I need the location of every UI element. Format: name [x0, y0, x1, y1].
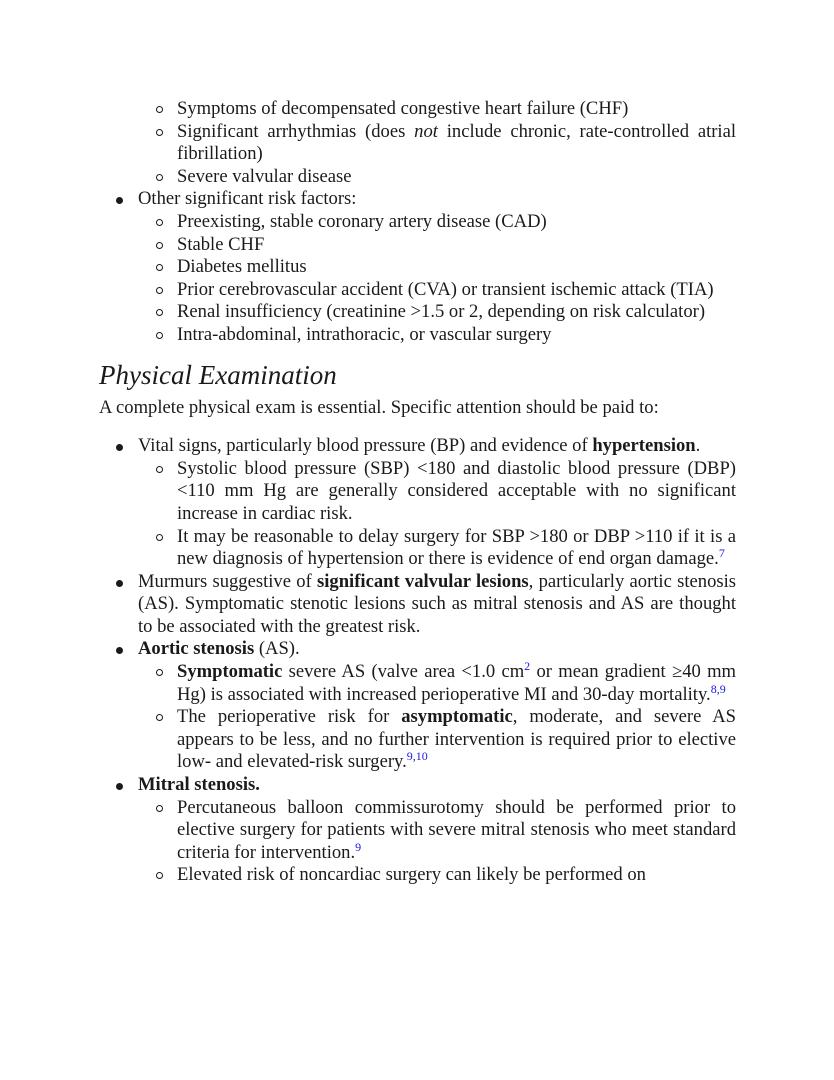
risk-factor-list	[99, 188, 736, 346]
list-item: Renal insufficiency (creatinine >1.5 or 2, depending on risk calculator)	[138, 301, 736, 324]
list-item: Vital signs, particularly blood pressure (BP) and evidence of hypertension. Systolic blood pressure (SBP) <180 and diastolic blood pressure (DBP) <110 mm Hg are generally considered acceptable with no significant increase in cardiac risk. It may be reasonable to delay surgery for SBP >180 or DBP >110 if it is a new diagnosis of hypertension or there is evidence of end organ damage.$^7$	[99, 435, 736, 571]
list-item: Systolic blood pressure (SBP) <180 and diastolic blood pressure (DBP) <110 mm Hg are generally considered acceptable with no significant increase in cardiac risk.	[138, 458, 736, 526]
exam-list	[99, 435, 736, 887]
section-heading: Physical Examination	[99, 359, 337, 390]
mitral-sublist	[138, 797, 736, 887]
list-item: Symptoms of decompensated congestive heart failure (CHF)	[138, 98, 736, 121]
list-item: Stable CHF	[138, 234, 736, 257]
document-page	[99, 98, 736, 887]
list-item: Diabetes mellitus	[138, 256, 736, 279]
list-item: Other significant risk factors: Preexisting, stable coronary artery disease (CAD) Stable CHF Diabetes mellitus Prior cerebrovascular accident (CVA) or transient ischemic attack (TIA) Renal insufficiency (creatinine >1.5 or 2, depending on risk calculator) Intra-abdominal, intrathoracic, or vascular surgery	[99, 188, 736, 346]
list-item: It may be reasonable to delay surgery for SBP >180 or DBP >110 if it is a new diagnosis of hypertension or there is evidence of end organ damage.$^7$	[138, 526, 736, 571]
citation-link[interactable]: 9,10	[406, 749, 428, 764]
superscript-link[interactable]: 2	[524, 659, 531, 674]
list-item: Symptomatic severe AS (valve area <1.0 $cm^2$ or mean gradient ≥40 mm Hg) is associated with increased perioperative MI and 30-day mortality.$^{8,9}$	[138, 661, 736, 706]
list-item: Intra-abdominal, intrathoracic, or vascular surgery	[138, 324, 736, 347]
list-item: Aortic stenosis (AS). Symptomatic severe AS (valve area <1.0 $cm^2$ or mean gradient ≥40 mm Hg) is associated with increased perioperative MI and 30-day mortality.$^{8,9}$ The perioperative risk for asymptomatic, moderate, and severe AS appears to be less, and no further intervention is required prior to elective low- and elevated-risk surgery.$^{9,10}$	[99, 638, 736, 774]
list-item: Preexisting, stable coronary artery disease (CAD)	[138, 211, 736, 234]
list-item: The perioperative risk for asymptomatic, moderate, and severe AS appears to be less, and no further intervention is required prior to elective low- and elevated-risk surgery.$^{9,10}$	[138, 706, 736, 774]
aortic-sublist	[138, 661, 736, 774]
major-risk-sublist	[138, 98, 736, 188]
list-item: Mitral stenosis. Percutaneous balloon commissurotomy should be performed prior to elective surgery for patients with severe mitral stenosis who meet standard criteria for intervention.$^9$ Elevated risk of noncardiac surgery can likely be performed on	[99, 774, 736, 887]
citation-link[interactable]: 8,9	[710, 681, 726, 696]
vitals-sublist	[138, 458, 736, 571]
list-item: Prior cerebrovascular accident (CVA) or transient ischemic attack (TIA)	[138, 279, 736, 302]
citation-link[interactable]: 9	[355, 839, 362, 854]
list-item: Significant arrhythmias (does not include chronic, rate-controlled atrial fibrillation)	[138, 121, 736, 166]
list-item: Murmurs suggestive of significant valvular lesions, particularly aortic stenosis (AS). Symptomatic stenotic lesions such as mitral stenosis and AS are thought to be associated with the greatest risk.	[99, 571, 736, 639]
citation-link[interactable]: 7	[718, 546, 725, 561]
list-item: Severe valvular disease	[138, 166, 736, 189]
list-item: Elevated risk of noncardiac surgery can likely be performed on	[138, 864, 736, 887]
other-risk-sublist	[138, 211, 736, 347]
section-intro: A complete physical exam is essential. Specific attention should be paid to:	[99, 396, 659, 418]
list-item: Percutaneous balloon commissurotomy should be performed prior to elective surgery for patients with severe mitral stenosis who meet standard criteria for intervention.$^9$	[138, 797, 736, 865]
